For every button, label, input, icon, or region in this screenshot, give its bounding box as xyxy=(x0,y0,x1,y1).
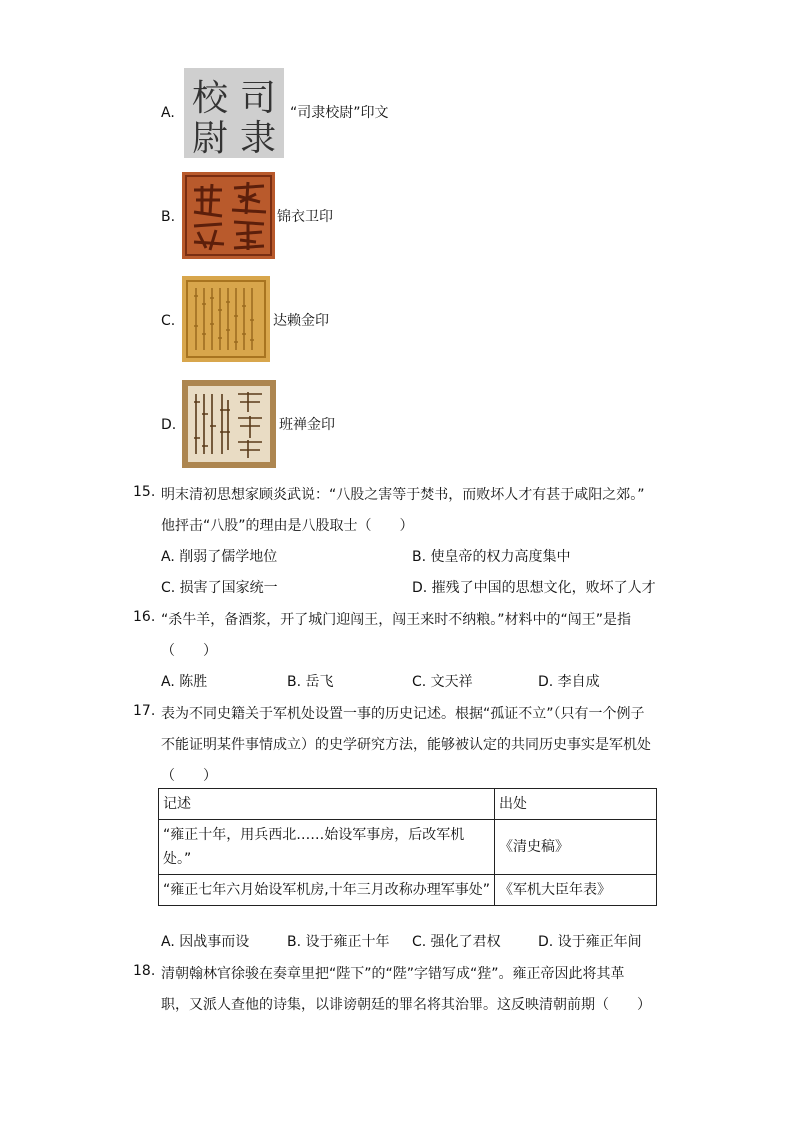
q17-option-c[interactable]: C. 强化了君权 xyxy=(412,934,501,950)
option-c-caption: 达赖金印 xyxy=(273,313,329,329)
q15-stem-line1: 明末清初思想家顾炎武说：“八股之害等于焚书，而败坏人才有甚于咸阳之郊。” xyxy=(161,487,645,503)
q17-stem-line2: 不能证明某件事情成立）的史学研究方法，能够被认定的共同历史事实是军机处 xyxy=(161,737,651,753)
table-header-cell: 出处 xyxy=(495,789,657,820)
seal-image-a xyxy=(184,68,284,158)
seal-char: 司 xyxy=(239,78,277,119)
seal-char: 隶 xyxy=(239,118,277,158)
option-a-caption: “司隶校尉”印文 xyxy=(290,105,389,121)
option-d-caption: 班禅金印 xyxy=(279,417,335,433)
q17-option-d[interactable]: D. 设于雍正年间 xyxy=(538,934,642,950)
table-header-cell: 记述 xyxy=(159,789,495,820)
q17-option-a[interactable]: A. 因战事而设 xyxy=(161,934,250,950)
q16-option-b[interactable]: B. 岳飞 xyxy=(287,674,334,690)
option-b-letter: B. xyxy=(161,209,176,225)
table-row xyxy=(159,875,657,906)
table-cell: “雍正十年，用兵西北……始设军事房，后改军机处。” xyxy=(159,820,495,875)
seal-image-b xyxy=(182,172,275,259)
q16-stem-line2: （ ） xyxy=(161,643,217,659)
q16-option-d[interactable]: D. 李自成 xyxy=(538,674,600,690)
q15-option-d[interactable]: D. 摧残了中国的思想文化，败坏了人才 xyxy=(412,580,656,596)
q18-stem-line2: 职，又派人查他的诗集，以诽谤朝廷的罪名将其治罪。这反映清朝前期（ ） xyxy=(161,997,651,1013)
q17-stem-line3: （ ） xyxy=(161,768,217,784)
q17-stem-line1: 表为不同史籍关于军机处设置一事的历史记述。根据“孤证不立”（只有一个例子 xyxy=(161,706,645,722)
q15-stem-line2: 他抨击“八股”的理由是八股取士（ ） xyxy=(161,518,414,534)
seal-char: 尉 xyxy=(191,118,229,158)
seal-image-d xyxy=(182,380,276,468)
q18-stem-line1: 清朝翰林官徐骏在奏章里把“陛下”的“陛”字错写成“狴”。雍正帝因此将其革 xyxy=(161,966,625,982)
seal-char: 校 xyxy=(191,78,229,119)
q15-option-b[interactable]: B. 使皇帝的权力高度集中 xyxy=(412,549,571,565)
q16-number: 16. xyxy=(133,609,156,625)
q15-option-c[interactable]: C. 损害了国家统一 xyxy=(161,580,278,596)
q15-option-a[interactable]: A. 削弱了儒学地位 xyxy=(161,549,278,565)
q16-stem-line1: “杀牛羊，备酒浆，开了城门迎闯王，闯王来时不纳粮。”材料中的“闯王”是指 xyxy=(161,612,632,628)
table-cell: 《军机大臣年表》 xyxy=(495,875,657,906)
history-records-table xyxy=(158,788,657,906)
q16-option-c[interactable]: C. 文天祥 xyxy=(412,674,473,690)
table-cell: “雍正七年六月始设军机房,十年三月改称办理军事处” xyxy=(159,875,495,906)
option-b-caption: 锦衣卫印 xyxy=(277,209,333,225)
table-row xyxy=(159,820,657,875)
table-header-row xyxy=(159,789,657,820)
q17-number: 17. xyxy=(133,703,156,719)
q16-option-a[interactable]: A. 陈胜 xyxy=(161,674,208,690)
q18-number: 18. xyxy=(133,963,156,979)
seal-image-c xyxy=(182,276,270,362)
option-c-letter: C. xyxy=(161,313,176,329)
option-d-letter: D. xyxy=(161,417,177,433)
q15-number: 15. xyxy=(133,484,156,500)
q17-option-b[interactable]: B. 设于雍正十年 xyxy=(287,934,390,950)
table-cell: 《清史稿》 xyxy=(495,820,657,875)
option-a-letter: A. xyxy=(161,105,175,121)
